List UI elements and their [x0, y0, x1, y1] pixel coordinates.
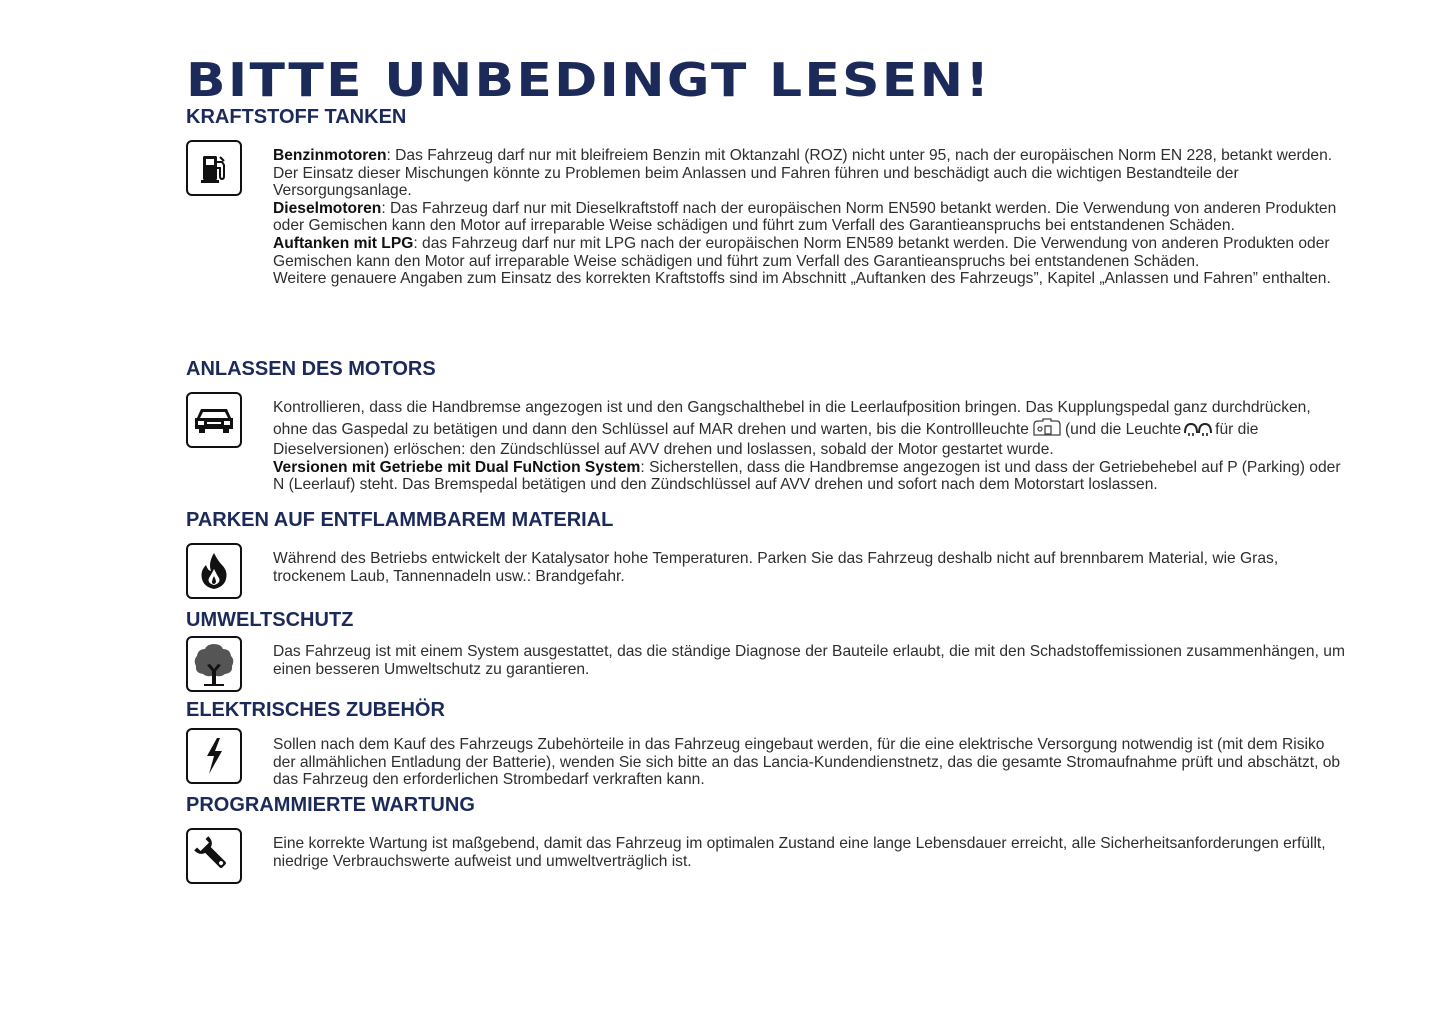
electrical-text	[273, 736, 1348, 789]
engine-start-text-3: für die Dieselversionen) erlöschen: den Zündschlüssel auf AVV drehen und loslassen, sobald der Motor gestartet wurde.	[273, 420, 1259, 459]
glow-plug-icon	[1183, 421, 1213, 442]
preheat-warning-light-icon	[1031, 417, 1063, 442]
diesel-label: Dieselmotoren	[273, 199, 382, 217]
lpg-label: Auftanken mit LPG	[273, 234, 414, 252]
section-heading-engine-start: ANLASSEN DES MOTORS	[186, 358, 436, 380]
engine-start-text-2: (und die Leuchte	[1064, 420, 1182, 438]
diesel-text: : Das Fahrzeug darf nur mit Dieselkraftstoff nach der europäischen Norm EN590 betankt werden. Die Verwendung von anderen Produkten oder Gemischen kann den Motor auf irreparable Weise schädigen und führt zum Verfall des Garantieanspruchs bei entstandenen Schäden.	[273, 199, 1337, 235]
car-front-icon	[186, 392, 242, 448]
parking-paragraph: Während des Betriebs entwickelt der Katalysator hohe Temperaturen. Parken Sie das Fahrzeug deshalb nicht auf brennbarem Material, wie Gras, trockenem Laub, Tannennadeln usw.: Brandgefahr.	[273, 550, 1279, 585]
dfn-label: Versionen mit Getriebe mit Dual FuNction System	[273, 458, 641, 476]
section-heading-maintenance: PROGRAMMIERTE WARTUNG	[186, 794, 475, 816]
tree-icon	[186, 636, 242, 692]
lightning-icon	[186, 728, 242, 784]
petrol-label: Benzinmotoren	[273, 147, 387, 164]
fuel-text	[273, 147, 1348, 288]
maintenance-text	[273, 835, 1348, 870]
page-title: BITTE UNBEDINGT LESEN!	[186, 53, 992, 107]
section-heading-environment: UMWELTSCHUTZ	[186, 609, 354, 631]
petrol-text: : Das Fahrzeug darf nur mit bleifreiem Benzin mit Oktanzahl (ROZ) nicht unter 95, nach der europäischen Norm EN 228, betankt werden. Der Einsatz dieser Mischungen könnte zu Problemen beim Anlassen und Fahren führen und beschädigt auch die wichtigen Bestandteile der Versorgungsanlage.	[273, 147, 1333, 200]
flame-icon	[186, 543, 242, 599]
electrical-paragraph: Sollen nach dem Kauf des Fahrzeugs Zubehörteile in das Fahrzeug eingebaut werden, für die eine elektrische Versorgung notwendig ist (mit dem Risiko der allmählichen Entladung der Batterie), wenden Sie sich bitte an das Lancia-Kundendienstnetz, das die gesamte Stromaufnahme prüft und abschätzt, ob das Fahrzeug den erforderlichen Strombedarf verkraften kann.	[273, 736, 1341, 789]
section-heading-fuel: KRAFTSTOFF TANKEN	[186, 106, 407, 128]
maintenance-paragraph: Eine korrekte Wartung ist maßgebend, damit das Fahrzeug im optimalen Zustand eine lange Lebensdauer erreicht, alle Sicherheitsanforderungen erfüllt, niedrige Verbrauchswerte aufweist und umweltverträglich ist.	[273, 835, 1326, 870]
engine-start-text-1: Kontrollieren, dass die Handbremse angezogen ist und den Gangschalthebel in die Leerlaufposition bringen. Das Kupplungspedal ganz durchdrücken, ohne das Gaspedal zu betätigen und dann den Schlüssel auf MAR drehen und warten, bis die Kontrollleuchte	[273, 399, 1311, 438]
fuel-more-info: Weitere genauere Angaben zum Einsatz des korrekten Kraftstoffs sind im Abschnitt „Auftanken des Fahrzeugs”, Kapitel „Anlassen und Fahren” enthalten.	[273, 270, 1331, 288]
wrench-icon	[186, 828, 242, 884]
environment-paragraph: Das Fahrzeug ist mit einem System ausgestattet, das die ständige Diagnose der Bauteile erlaubt, die mit den Schadstoffemissionen zusammenhängen, um einen besseren Umweltschutz zu garantieren.	[273, 643, 1345, 678]
environment-text	[273, 643, 1348, 678]
fuel-pump-icon	[186, 140, 242, 196]
lpg-text: : das Fahrzeug darf nur mit LPG nach der europäischen Norm EN589 betankt werden. Die Verwendung von anderen Produkten oder Gemischen kann den Motor auf irreparable Weise schädigen und führt zum Verfall des Garantieanspruchs bei entstandenen Schäden.	[273, 234, 1330, 270]
dfn-text: : Sicherstellen, dass die Handbremse angezogen ist und dass der Getriebehebel auf P (Parking) oder N (Leerlauf) steht. Das Bremspedal betätigen und den Zündschlüssel auf AVV drehen und sofort nach dem Motorstart loslassen.	[273, 458, 1341, 494]
parking-text	[273, 550, 1348, 585]
section-heading-parking: PARKEN AUF ENTFLAMMBAREM MATERIAL	[186, 509, 614, 531]
engine-start-text	[273, 399, 1348, 494]
section-heading-electrical: ELEKTRISCHES ZUBEHÖR	[186, 699, 445, 721]
